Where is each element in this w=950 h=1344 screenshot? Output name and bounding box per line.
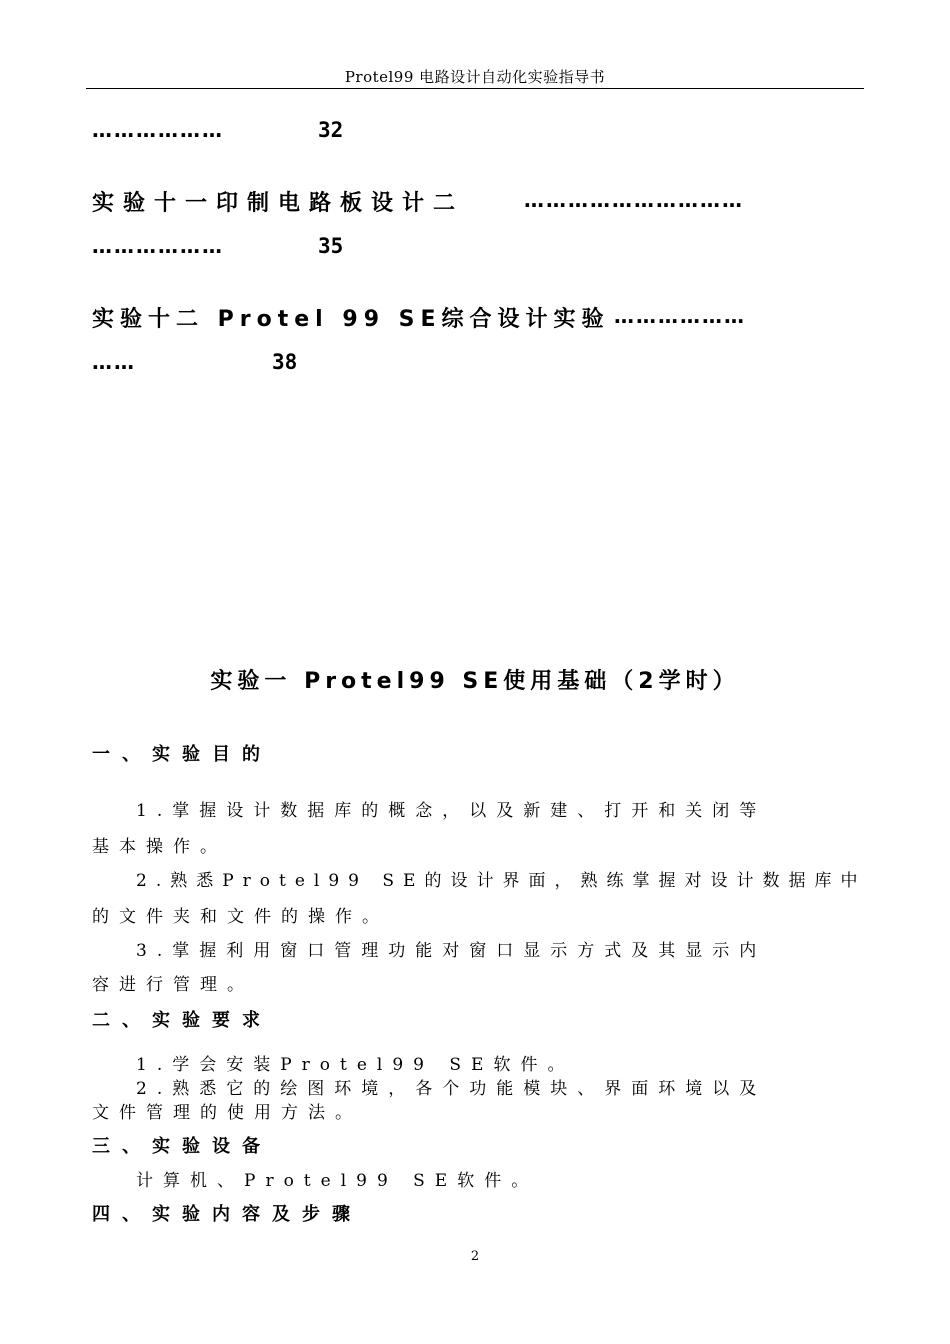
toc-page-number: 35	[318, 234, 344, 258]
page-header-title: Protel99 电路设计自动化实验指导书	[344, 68, 606, 86]
purpose-item-2-cont: 的文件夹和文件的操作。	[92, 907, 389, 927]
purpose-item-3-cont: 容进行管理。	[92, 975, 254, 995]
requirements-item-1: 1.学会安装Protel99 SE软件。	[136, 1055, 575, 1075]
requirements-item-2-cont: 文件管理的使用方法。	[92, 1103, 362, 1123]
purpose-item-3: 3.掌握利用窗口管理功能对窗口显示方式及其显示内	[136, 941, 767, 961]
toc-page-number: 38	[272, 350, 298, 374]
equipment-text: 计算机、Protel99 SE软件。	[136, 1171, 539, 1191]
purpose-item-1-cont: 基本操作。	[92, 837, 227, 857]
toc-leader-dots: …………………………	[524, 188, 744, 212]
toc-leader-dots: ………………	[92, 234, 224, 258]
heading-requirements: 二、实验要求	[92, 1010, 272, 1031]
section-title: 实验一 Protel99 SE使用基础（2学时）	[210, 669, 740, 694]
toc-leader-dots: ……	[92, 350, 136, 374]
requirements-item-2: 2.熟悉它的绘图环境，各个功能模块、界面环境以及	[136, 1079, 767, 1099]
heading-purpose: 一、实验目的	[92, 744, 272, 765]
heading-equipment: 三、实验设备	[92, 1136, 272, 1157]
header-rule	[86, 88, 864, 89]
toc-entry-title: 实验十一印制电路板设计二	[92, 191, 465, 216]
toc-leader-dots: ………………	[92, 118, 224, 142]
page-number: 2	[470, 1249, 480, 1264]
purpose-item-2: 2.熟悉Protel99 SE的设计界面，熟练掌握对设计数据库中	[136, 871, 867, 891]
heading-steps: 四、实验内容及步骤	[92, 1204, 362, 1225]
toc-entry-title: 实验十二 Protel 99 SE综合设计实验	[92, 307, 610, 332]
purpose-item-1: 1.掌握设计数据库的概念，以及新建、打开和关闭等	[136, 801, 767, 821]
toc-page-number: 32	[318, 118, 344, 142]
toc-leader-dots: ………………	[614, 304, 746, 328]
